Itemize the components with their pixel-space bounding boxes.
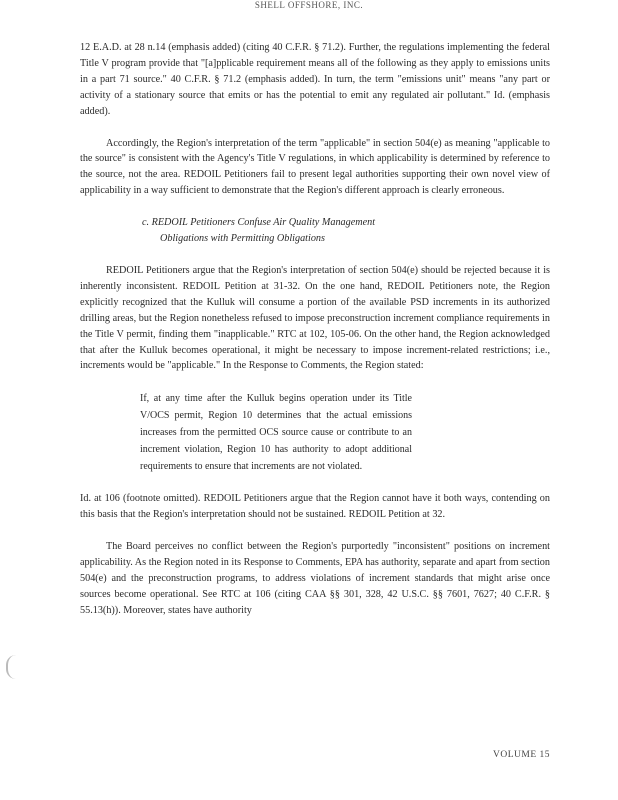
section-subheading	[142, 215, 550, 247]
paragraph-5: The Board perceives no conflict between the Region's purportedly "inconsistent" positions on increment applicability. As the Region noted in its Response to Comments, EPA has authority, separate and apart from section 504(e) and the preconstruction programs, to address violations of increment standards that might arise once sources become operational. See RTC at 106 (citing CAA §§ 301, 328, 42 U.S.C. §§ 7601, 7627; 40 C.F.R. § 55.13(h)). Moreover, states have authority	[80, 541, 550, 616]
block-quote: If, at any time after the Kulluk begins operation under its Title V/OCS permit, Region 10 determines that the actual emissions increases from the permitted OCS source cause or contribute to an increment violation, Region 10 has authority to adopt additional requirements to ensure that increments are not violated.	[140, 393, 412, 473]
paragraph-3: REDOIL Petitioners argue that the Region's interpretation of section 504(e) should be rejected because it is inherently inconsistent. REDOIL Petition at 31-32. On the one hand, REDOIL Petitioners note, the Region explicitly recognized that the Kulluk will consume a portion of the available PSD increments in its authorized drilling areas, but the Region nonetheless refused to impose preconstruction increment compliance requirements in the Title V permit, finding them "inapplicable." RTC at 102, 105-06. On the other hand, the Region acknowledged that after the Kulluk becomes operational, it might be necessary to impose increment-related restrictions; i.e., increments would be "applicable." In the Response to Comments, the Region stated:	[80, 264, 550, 372]
scan-edge-mark	[6, 655, 16, 679]
document-body	[80, 40, 550, 619]
paragraph-1: 12 E.A.D. at 28 n.14 (emphasis added) (citing 40 C.F.R. § 71.2). Further, the regulations implementing the federal Title V program provide that "[a]pplicable requirement means all of the following as they apply to emissions units in a part 71 source." 40 C.F.R. § 71.2 (emphasis added). In turn, the term "emissions unit" means "any part or activity of a stationary source that emits or has the potential to emit any regulated air pollutant." Id. (emphasis added).	[80, 42, 550, 117]
paragraph-4: Id. at 106 (footnote omitted). REDOIL Petitioners argue that the Region cannot have it both ways, contending on this basis that the Region's interpretation should not be sustained. REDOIL Petition at 32.	[80, 493, 550, 521]
paragraph-2: Accordingly, the Region's interpretation of the term "applicable" in section 504(e) as meaning "applicable to the source" is consistent with the Agency's Title V regulations, in which applicability is determined by reference to the source, not the area. REDOIL Petitioners fail to present legal authorities supporting their own novel view of applicability in a way sufficient to demonstrate that the Region's different approach is clearly erroneous.	[80, 137, 550, 197]
running-header: SHELL OFFSHORE, INC.	[254, 0, 364, 10]
subheading-line-1: c. REDOIL Petitioners Confuse Air Quality Management	[142, 217, 376, 229]
subheading-line-2: Obligations with Permitting Obligations	[160, 233, 325, 245]
volume-footer: VOLUME 15	[492, 750, 550, 760]
